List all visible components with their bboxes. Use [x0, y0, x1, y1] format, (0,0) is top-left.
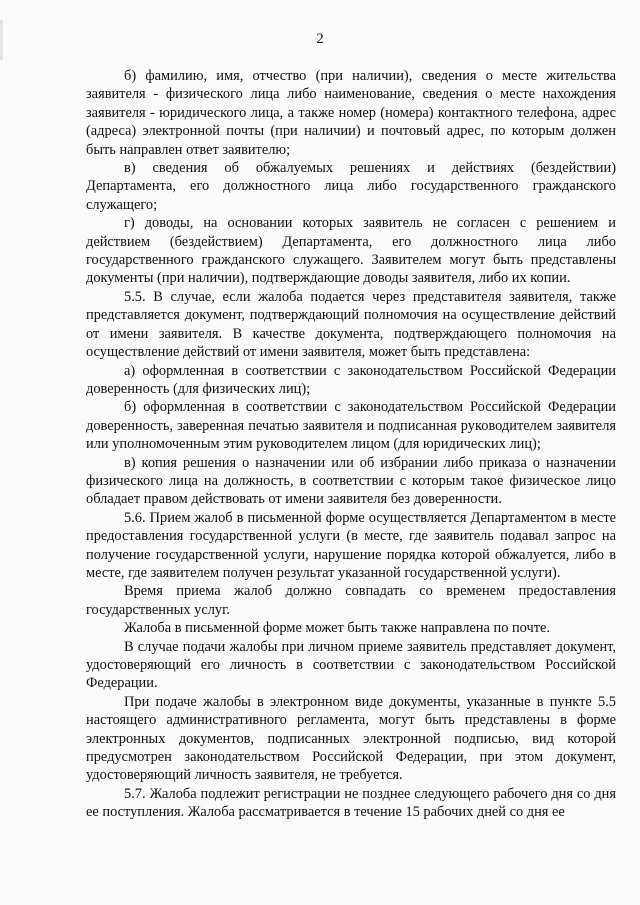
paragraph-postal-complaint: Жалоба в письменной форме может быть также направлена по почте.	[124, 620, 551, 637]
page-number: 2	[316, 31, 324, 47]
paragraph-5-7-registration: 5.7. Жалоба подлежит регистрации не позднее следующего рабочего дня со дня ее поступления. Жалоба рассматривается в течение 15 рабочих дней со дня ее	[86, 785, 616, 821]
paragraph-appealed-decisions: в) сведения об обжалуемых решениях и действиях (бездействии) Департамента, его должностного лица либо государственного гражданского служащего;	[86, 160, 616, 213]
document-body	[86, 67, 616, 822]
paragraph-power-of-attorney-individuals: а) оформленная в соответствии с законодательством Российской Федерации доверенность (для физических лиц);	[86, 362, 616, 397]
paragraph-reception-time: Время приема жалоб должно совпадать со временем предоставления государственных услуг.	[86, 583, 616, 618]
paragraph-appointment-decision-copy: в) копия решения о назначении или об избрании либо приказа о назначении физического лица на должность, в соответствии с которым такое физическое лицо обладает правом действовать от имени заявителя без доверенности.	[86, 454, 616, 508]
paragraph-electronic-complaint: При подаче жалобы в электронном виде документы, указанные в пункте 5.5 настоящего административного регламента, могут быть представлены в форме электронных документов, подписанных электронной подписью, вид которой предусмотрен законодательством Российской Федерации, при этом документ, удостоверяющий личность заявителя, не требуется.	[86, 693, 616, 784]
paragraph-personal-reception: В случае подачи жалобы при личном приеме заявитель представляет документ, удостоверяющий его личность в соответствии с законодательством Российской Федерации.	[86, 638, 616, 692]
paragraph-power-of-attorney-legal-entities: б) оформленная в соответствии с законодательством Российской Федерации доверенность, заверенная печатью заявителя и подписанная руководителем заявителя или уполномоченным этим руководителем лицом (для юридических лиц);	[86, 399, 616, 453]
paragraph-5-5-representative: 5.5. В случае, если жалоба подается через представителя заявителя, также представляется документ, подтверждающий полномочия на осуществление действий от имени заявителя. В качестве документа, подтверждающего полномочия на осуществление действий от имени заявителя, может быть представлена:	[86, 288, 616, 361]
paragraph-arguments: г) доводы, на основании которых заявитель не согласен с решением и действием (бездействием) Департамента, его должностного лица либо государственного гражданского служащего. Заявителем могут быть представлены документы (при наличии), подтверждающие доводы заявителя, либо их копии.	[86, 215, 616, 287]
paragraph-applicant-details: б) фамилию, имя, отчество (при наличии), сведения о месте жительства заявителя - физического лица либо наименование, сведения о месте нахождения заявителя - юридического лица, а также номер (номера) контактного телефона, адрес (адреса) электронной почты (при наличии) и почтовый адрес, по которым должен быть направлен ответ заявителю;	[86, 68, 616, 158]
paragraph-5-6-written-complaints: 5.6. Прием жалоб в письменной форме осуществляется Департаментом в месте предоставления государственной услуги (в месте, где заявитель подавал запрос на получение государственной услуги, нарушение порядка которой обжалуется, либо в месте, где заявителем получен результат указанной государственной услуги).	[86, 509, 616, 581]
